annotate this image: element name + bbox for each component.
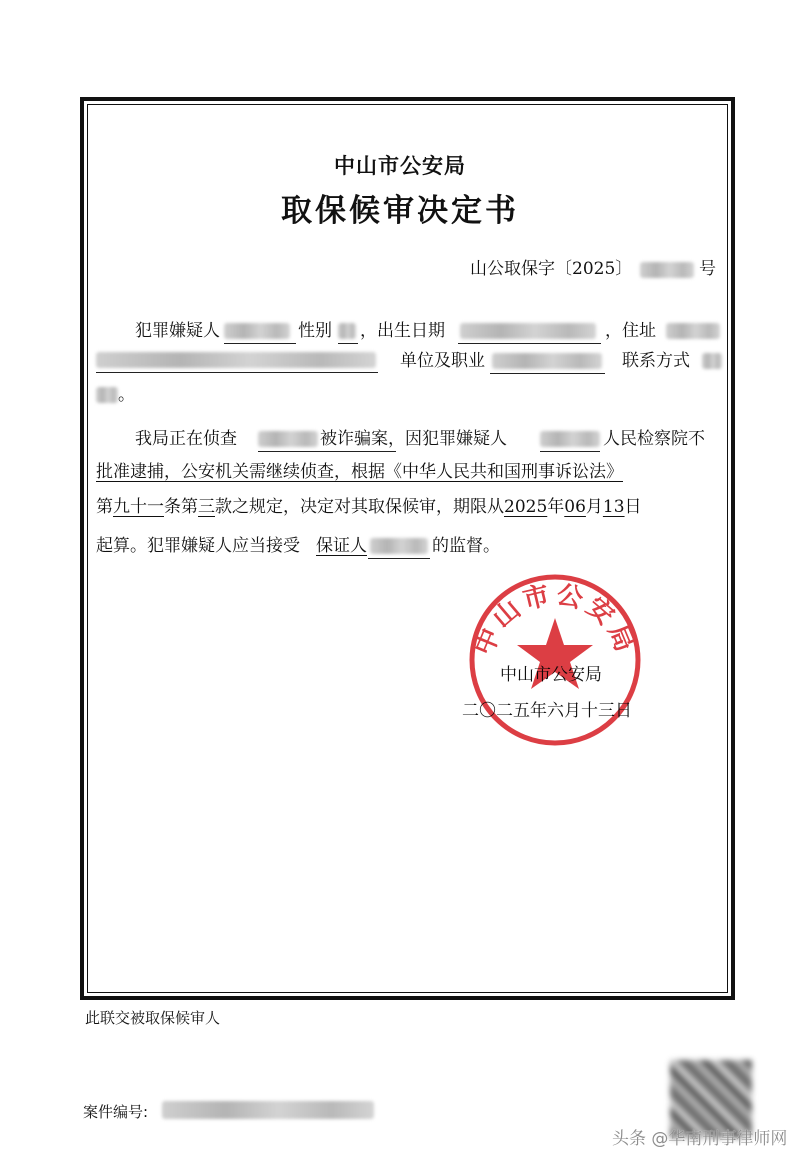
birth-date-underline — [458, 343, 601, 344]
address-underline — [96, 372, 378, 373]
line3-decision-text: 款之规定，决定对其取保候审，期限从 — [215, 497, 504, 517]
suspect-name-2-underline — [540, 451, 600, 452]
gender-label: 性别 — [298, 321, 332, 341]
redacted-guarantor — [370, 538, 428, 554]
redacted-suspect-name — [224, 323, 290, 339]
clause-number: 三 — [198, 497, 215, 517]
redacted-doc-number — [640, 262, 694, 278]
employer-underline — [490, 373, 605, 374]
victim-underline — [258, 451, 396, 452]
redacted-gender — [338, 323, 356, 339]
month-char: 月 — [585, 497, 603, 517]
contact-label: 联系方式 — [622, 351, 690, 371]
para2-line1-c: 人民检察院不 — [603, 429, 705, 449]
redacted-victim — [258, 431, 318, 447]
official-seal — [465, 570, 645, 750]
redacted-birth-date — [460, 323, 596, 339]
issuer-name: 中山市公安局 — [500, 665, 602, 685]
gender-underline — [338, 343, 358, 344]
redacted-address-start — [666, 323, 720, 339]
copy-note: 此联交被取保候审人 — [85, 1009, 221, 1027]
suspect-label: 犯罪嫌疑人 — [135, 321, 220, 341]
issue-date: 二〇二五年六月十三日 — [462, 701, 632, 721]
para2-line1-a: 我局正在侦查 — [135, 429, 237, 449]
doc-number-suffix: 号 — [699, 259, 716, 279]
redacted-address — [96, 352, 376, 368]
guarantor-label: 保证人 — [316, 536, 367, 556]
para2-line4-c: 的监督。 — [432, 536, 500, 556]
para2-line2: 批准逮捕，公安机关需继续侦查，根据《中华人民共和国刑事诉讼法》 — [96, 462, 623, 482]
redacted-employer — [492, 353, 602, 369]
para2-line1-b: 被诈骗案，因犯罪嫌疑人 — [320, 429, 507, 449]
seal-ring-text: 中山市公安局 — [468, 579, 642, 660]
day-char: 日 — [624, 497, 642, 517]
para2-line4-a: 起算。犯罪嫌疑人应当接受 — [96, 536, 300, 556]
line3-clause-prefix: 条第 — [164, 497, 198, 517]
doc-number-prefix: 山公取保字〔2025〕 — [470, 259, 633, 279]
birth-date-label: ，出生日期 — [360, 321, 445, 341]
case-number-label: 案件编号: — [83, 1103, 149, 1121]
address-label: ，住址 — [605, 321, 656, 341]
redacted-case-number — [162, 1101, 374, 1119]
line3-article-prefix: 第 — [96, 497, 113, 517]
redacted-contact-start — [702, 353, 722, 369]
year-char: 年 — [547, 497, 565, 517]
watermark: 头条 @华南刑事律师网 — [612, 1129, 788, 1149]
issuing-agency: 中山市公安局 — [334, 154, 466, 178]
article-number: 九十一 — [113, 497, 164, 517]
employer-label: 单位及职业 — [400, 351, 485, 371]
guarantor-underline — [368, 558, 430, 559]
start-day: 13 — [602, 497, 625, 517]
document-title: 取保候审决定书 — [281, 193, 519, 229]
start-month: 06 — [564, 497, 586, 517]
redacted-contact — [96, 387, 118, 403]
redacted-suspect-name-2 — [540, 431, 600, 447]
start-year: 2025 — [504, 497, 548, 517]
seal-star-icon — [517, 618, 593, 689]
para2-line3 — [96, 496, 642, 518]
suspect-name-underline — [224, 343, 296, 344]
para1-period: 。 — [118, 385, 135, 405]
